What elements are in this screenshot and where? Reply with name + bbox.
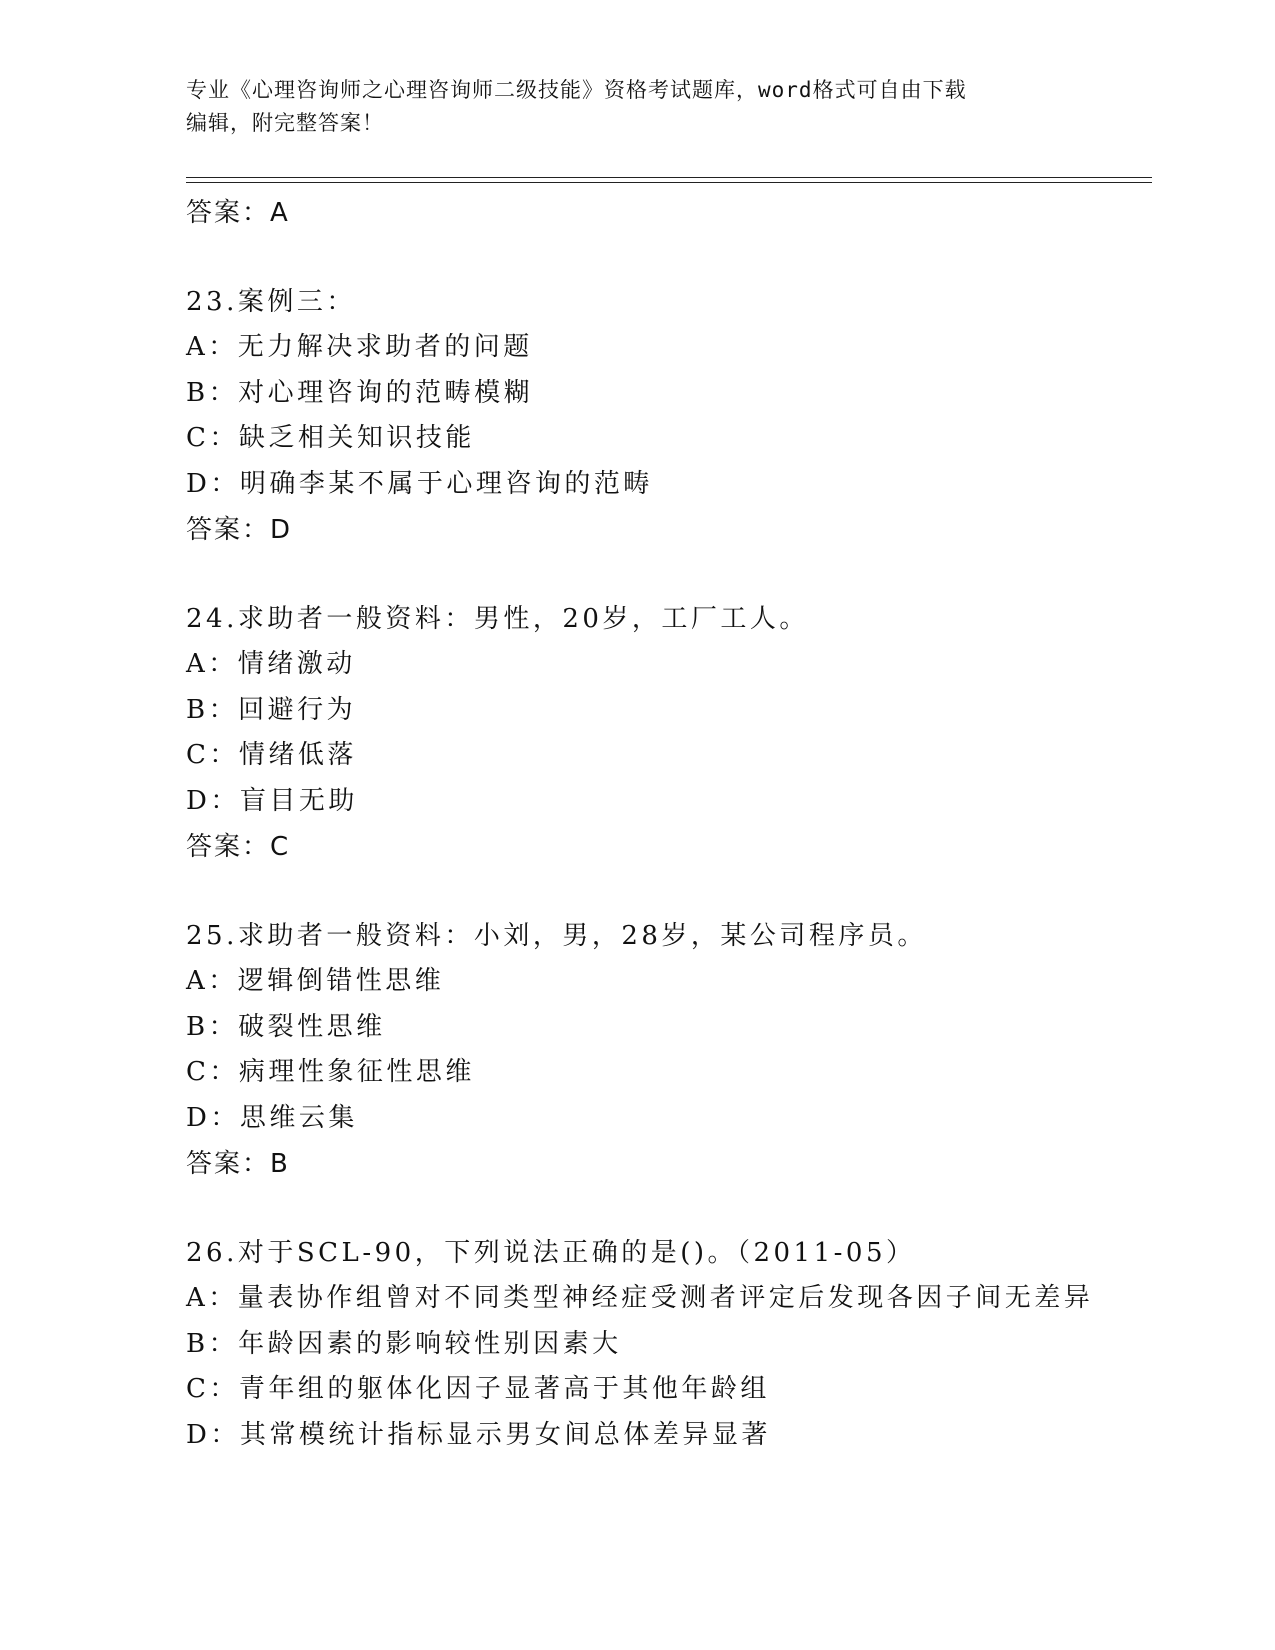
option-a: A：无力解决求助者的问题 — [186, 332, 533, 362]
option-a: A：量表协作组曾对不同类型神经症受测者评定后发现各因子间无差异 — [186, 1283, 1094, 1313]
answer-line: 答案：C — [186, 832, 291, 862]
option-a: A：逻辑倒错性思维 — [186, 966, 445, 996]
answer-line: 答案：A — [186, 198, 290, 228]
question-item-25 — [186, 914, 1146, 1187]
option-d: D：其常模统计指标显示男女间总体差异显著 — [186, 1419, 771, 1450]
document-header — [186, 74, 1066, 140]
option-c: C：病理性象征性思维 — [186, 1057, 475, 1087]
question-item-24 — [186, 597, 1146, 870]
option-d: D：盲目无助 — [186, 785, 358, 816]
question-item-23 — [186, 280, 1146, 553]
option-d: D：思维云集 — [186, 1102, 358, 1133]
option-c: C：情绪低落 — [186, 740, 357, 770]
question-stem: 26.对于SCL-90，下列说法正确的是()。（2011-05） — [186, 1238, 916, 1268]
option-b: B：破裂性思维 — [186, 1011, 386, 1042]
question-item-26 — [186, 1231, 1146, 1458]
header-divider-bottom — [186, 182, 1152, 183]
header-divider-top — [186, 177, 1152, 178]
question-stem: 24.求助者一般资料：男性，20岁，工厂工人。 — [186, 604, 809, 634]
option-c: C：缺乏相关知识技能 — [186, 423, 475, 453]
header-line-1: 专业《心理咨询师之心理咨询师二级技能》资格考试题库，word格式可自由下载 — [186, 78, 967, 102]
option-a: A：情绪激动 — [186, 649, 356, 679]
header-line-2: 编辑，附完整答案！ — [186, 111, 384, 135]
option-b: B：对心理咨询的范畴模糊 — [186, 377, 534, 408]
option-c: C：青年组的躯体化因子显著高于其他年龄组 — [186, 1374, 770, 1404]
answer-line: 答案：B — [186, 1149, 290, 1179]
question-stem: 25.求助者一般资料：小刘，男，28岁，某公司程序员。 — [186, 921, 927, 951]
option-d: D：明确李某不属于心理咨询的范畴 — [186, 468, 653, 499]
option-b: B：年龄因素的影响较性别因素大 — [186, 1328, 622, 1359]
answer-line: 答案：D — [186, 515, 293, 545]
option-b: B：回避行为 — [186, 694, 357, 725]
question-list — [186, 190, 1146, 1458]
question-stem: 23.案例三： — [186, 287, 356, 317]
